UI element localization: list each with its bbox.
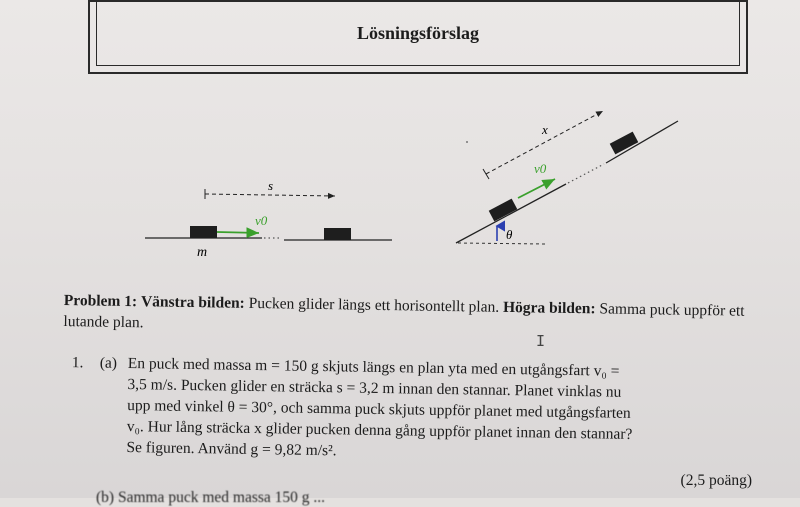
- label-v0-right: v0: [534, 161, 547, 176]
- puck-end: [324, 228, 351, 240]
- title-frame-inner: [96, 0, 740, 66]
- label-v0-left: v0: [255, 213, 268, 228]
- label-m: m: [197, 245, 208, 260]
- task-number: 1.: [71, 354, 84, 372]
- puck-incline-end: [610, 132, 639, 155]
- page-title: Lösningsförslag: [356, 23, 480, 43]
- stray-dot: [466, 141, 468, 143]
- physics-figure: [0, 90, 800, 270]
- title-frame: [88, 0, 748, 74]
- label-x: x: [542, 122, 548, 137]
- incline-base-dashed: [458, 243, 546, 244]
- problem-description: [63, 290, 764, 343]
- label-s: s: [268, 178, 274, 193]
- task-text: [126, 353, 752, 468]
- left-image-label: Vänstra bilden:: [140, 293, 245, 312]
- task-line: v₀. Hur lång sträcka x glider pucken denna gång uppför planet innan den stannar?: [126, 417, 633, 443]
- distance-x-tick: [483, 169, 489, 179]
- problem-heading: Problem 1:: [63, 291, 138, 311]
- label-theta: θ: [506, 227, 513, 242]
- task-line: En puck med massa m = 150 g skjuts längs en plan yta med en utgångsfart v₀ =: [127, 355, 620, 380]
- next-task-partial: (b) Samma puck med massa 150 g ...: [96, 489, 326, 506]
- puck-start: [190, 226, 217, 238]
- task-line: 3,5 m/s. Pucken glider en sträcka s = 3,2 m innan den stannar. Planet vinklas nu: [127, 376, 622, 401]
- task-line: Se figuren. Använd g = 9,82 m/s².: [126, 438, 337, 460]
- task-1a: [64, 352, 764, 460]
- points-label: (2,5 poäng): [680, 472, 752, 489]
- right-image-text: Samma puck uppför ett lutande plan.: [63, 300, 745, 332]
- task-sub-label: (a): [99, 354, 118, 372]
- text-cursor-icon: I: [536, 332, 546, 350]
- right-image-label: Högra bilden:: [502, 298, 596, 318]
- left-image-text: Pucken glider längs ett horisontellt plan.: [244, 294, 504, 316]
- distance-s-arrow: [205, 194, 335, 196]
- incline-dots: [568, 164, 604, 183]
- velocity-arrow-left: [217, 232, 259, 233]
- velocity-arrow-right: [518, 179, 555, 198]
- right-figure: [456, 111, 678, 244]
- left-figure: [145, 178, 392, 260]
- task-line: upp med vinkel θ = 30°, och samma puck skjuts uppför planet med utgångsfarten: [127, 396, 631, 422]
